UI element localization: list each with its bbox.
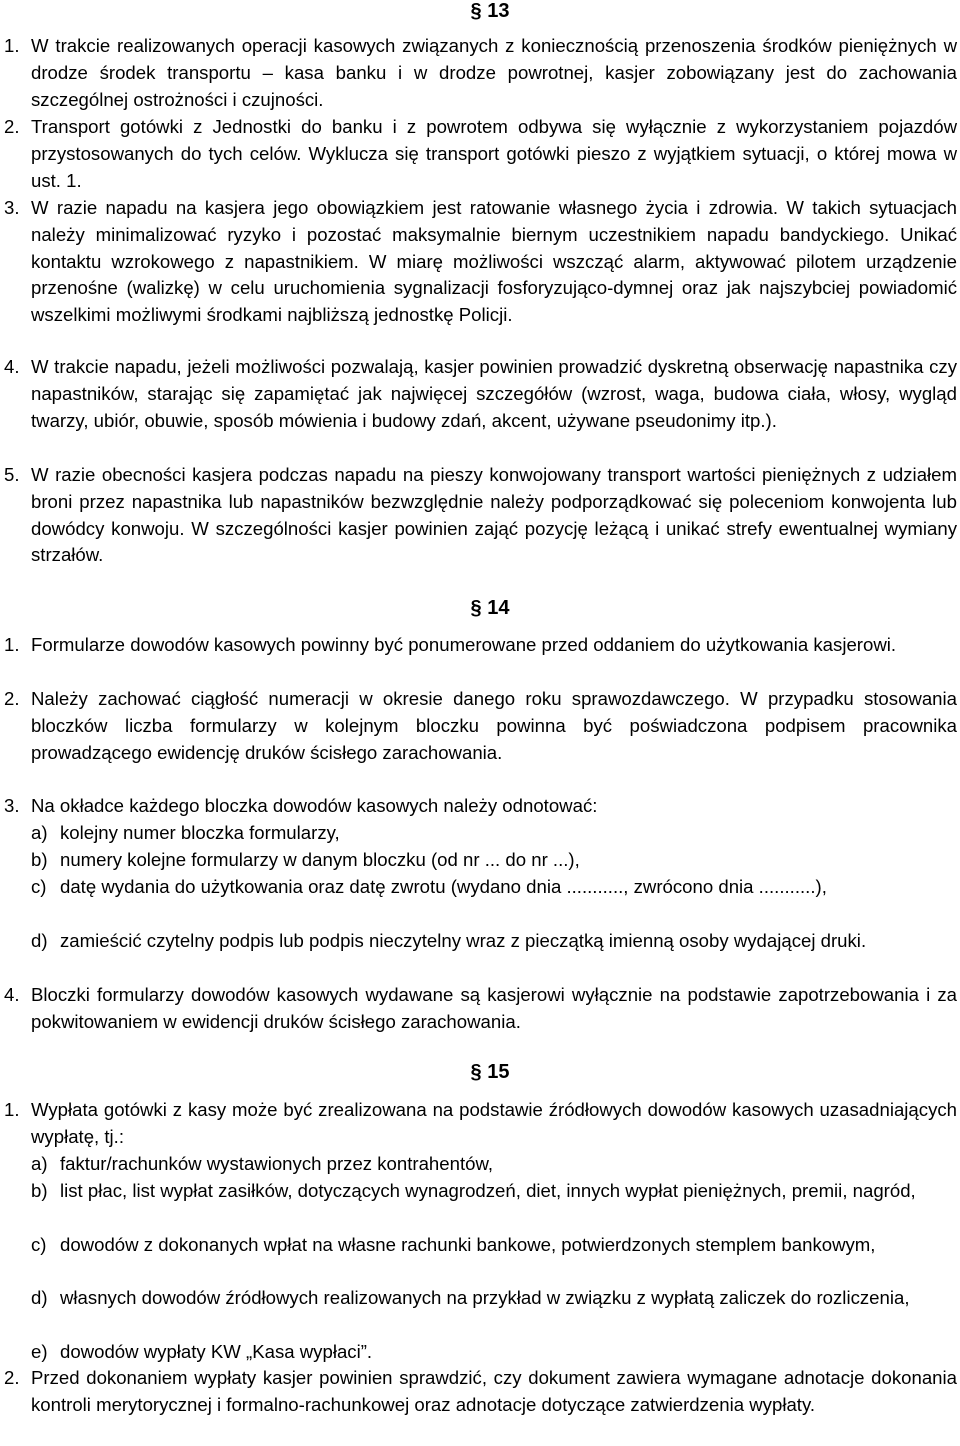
item-text: list płac, list wypłat zasiłków, dotyczących wynagrodzeń, diet, innych wypłat pieniężnych, premii, nagród, [60, 1180, 916, 1201]
item-letter: c) [31, 1234, 47, 1255]
section-header-text: § 15 [470, 1061, 510, 1083]
item-text: W trakcie napadu, jeżeli możliwości pozwalają, kasjer powinien prowadzić dyskretną obserwację napastnika czy napastników, starając się zapamiętać jak najwięcej szczegółów (wzrost, waga, budowa ciała, włosy, wygląd twarzy, ubiór, obuwie, sposób mówienia i budowy zdań, akcent, używane pseudonimy itp.). [31, 356, 957, 431]
item-number: 2. [4, 1367, 20, 1388]
item-text: Przed dokonaniem wypłaty kasjer powinien sprawdzić, czy dokument zawiera wymagane adnotacje dokonania kontroli merytorycznej i formalno-rachunkowej oraz adnotacje dotyczące zatwierdzenia wypłaty. [31, 1367, 957, 1415]
item-number: 1. [4, 1099, 20, 1120]
item-text: datę wydania do użytkowania oraz datę zwrotu (wydano dnia ..........., zwrócono dnia ...........), [60, 876, 827, 897]
s13-item-2 [0, 114, 957, 194]
item-number: 5. [4, 464, 20, 485]
item-number: 1. [4, 35, 20, 56]
item-number: 1. [4, 634, 20, 655]
s15-item-1 [0, 1097, 957, 1151]
item-text: Bloczki formularzy dowodów kasowych wydawane są kasjerowi wyłącznie na podstawie zapotrzebowania i za pokwitowaniem w ewidencji druków ścisłego zarachowania. [31, 984, 957, 1032]
item-letter: b) [31, 1180, 48, 1201]
item-text: Wypłata gotówki z kasy może być zrealizowana na podstawie źródłowych dowodów kasowych uzasadniających wypłatę, tj.: [31, 1099, 957, 1147]
item-text: Na okładce każdego bloczka dowodów kasowych należy odnotować: [31, 795, 598, 816]
s13-item-3 [0, 195, 957, 329]
item-text: Formularze dowodów kasowych powinny być ponumerowane przed oddaniem do użytkowania kasjerowi. [31, 634, 897, 655]
item-text: W razie napadu na kasjera jego obowiązkiem jest ratowanie własnego życia i zdrowia. W takich sytuacjach należy minimalizować ryzyko i pozostać maksymalnie biernym uczestnikiem napadu bandyckiego. Unikać kontaktu wzrokowego z napastnikiem. W miarę możliwości wszcząć alarm, aktywować pilotem urządzenie przenośne (walizkę) w celu uruchomienia sygnalizacji fosforyzująco-dymnej oraz jak najszybciej powiadomić wszelkimi możliwymi środkami najbliższą jednostkę Policji. [31, 197, 957, 326]
item-number: 4. [4, 984, 20, 1005]
s14-item-3 [0, 793, 957, 820]
item-number: 4. [4, 356, 20, 377]
item-text: dowodów wypłaty KW „Kasa wypłaci”. [60, 1341, 373, 1362]
item-number: 2. [4, 116, 20, 137]
item-letter: c) [31, 876, 47, 897]
s14-subitem-b [0, 847, 957, 874]
section-13-header [0, 0, 960, 22]
item-letter: a) [31, 822, 48, 843]
s14-item-1 [0, 632, 957, 659]
s13-item-4 [0, 354, 957, 434]
item-letter: b) [31, 849, 48, 870]
item-letter: e) [31, 1341, 48, 1362]
item-number: 3. [4, 795, 20, 816]
item-letter: d) [31, 1287, 48, 1308]
item-number: 3. [4, 197, 20, 218]
s15-item-2 [0, 1365, 957, 1419]
s14-subitem-c [0, 874, 957, 901]
s13-item-5 [0, 462, 957, 569]
section-header-text: § 13 [470, 0, 510, 22]
s14-subitem-d [0, 928, 957, 955]
item-text: Należy zachować ciągłość numeracji w okresie danego roku sprawozdawczego. W przypadku stosowania bloczków liczba formularzy w kolejnym bloczku powinna być poświadczona podpisem pracownika prowadzącego ewidencję druków ścisłego zarachowania. [31, 688, 957, 763]
s15-subitem-e [0, 1339, 957, 1366]
section-14-header [0, 597, 960, 619]
item-text: Transport gotówki z Jednostki do banku i z powrotem odbywa się wyłącznie z wykorzystaniem pojazdów przystosowanych do tych celów. Wyklucza się transport gotówki pieszo z wyjątkiem sytuacji, o której mowa w ust. 1. [31, 116, 957, 191]
s14-subitem-a [0, 820, 957, 847]
item-text: dowodów z dokonanych wpłat na własne rachunki bankowe, potwierdzonych stemplem bankowym, [60, 1234, 876, 1255]
item-text: zamieścić czytelny podpis lub podpis nieczytelny wraz z pieczątką imienną osoby wydającej druki. [60, 930, 867, 951]
item-text: faktur/rachunków wystawionych przez kontrahentów, [60, 1153, 494, 1174]
item-text: kolejny numer bloczka formularzy, [60, 822, 340, 843]
s15-subitem-a [0, 1151, 957, 1178]
item-text: numery kolejne formularzy w danym bloczku (od nr ... do nr ...), [60, 849, 580, 870]
section-header-text: § 14 [470, 597, 510, 619]
s15-subitem-d [0, 1285, 957, 1312]
item-text: własnych dowodów źródłowych realizowanych na przykład w związku z wypłatą zaliczek do rozliczenia, [60, 1287, 910, 1308]
item-letter: a) [31, 1153, 48, 1174]
item-text: W trakcie realizowanych operacji kasowych związanych z koniecznością przenoszenia środków pieniężnych w drodze środek transportu – kasa banku i w drodze powrotnej, kasjer zobowiązany jest do zachowania szczególnej ostrożności i czujności. [31, 35, 957, 110]
s15-subitem-b [0, 1178, 957, 1205]
item-letter: d) [31, 930, 48, 951]
s15-subitem-c [0, 1232, 957, 1259]
s14-item-2 [0, 686, 957, 766]
s13-item-1 [0, 33, 957, 113]
item-number: 2. [4, 688, 20, 709]
section-15-header [0, 1061, 960, 1083]
s14-item-4 [0, 982, 957, 1036]
item-text: W razie obecności kasjera podczas napadu na pieszy konwojowany transport wartości pieniężnych z udziałem broni przez napastnika lub napastników bezwzględnie należy podporządkować się poleceniom konwojenta lub dowódcy konwoju. W szczególności kasjer powinien zająć pozycję leżącą i unikać strefy ewentualnej wymiany strzałów. [31, 464, 957, 566]
